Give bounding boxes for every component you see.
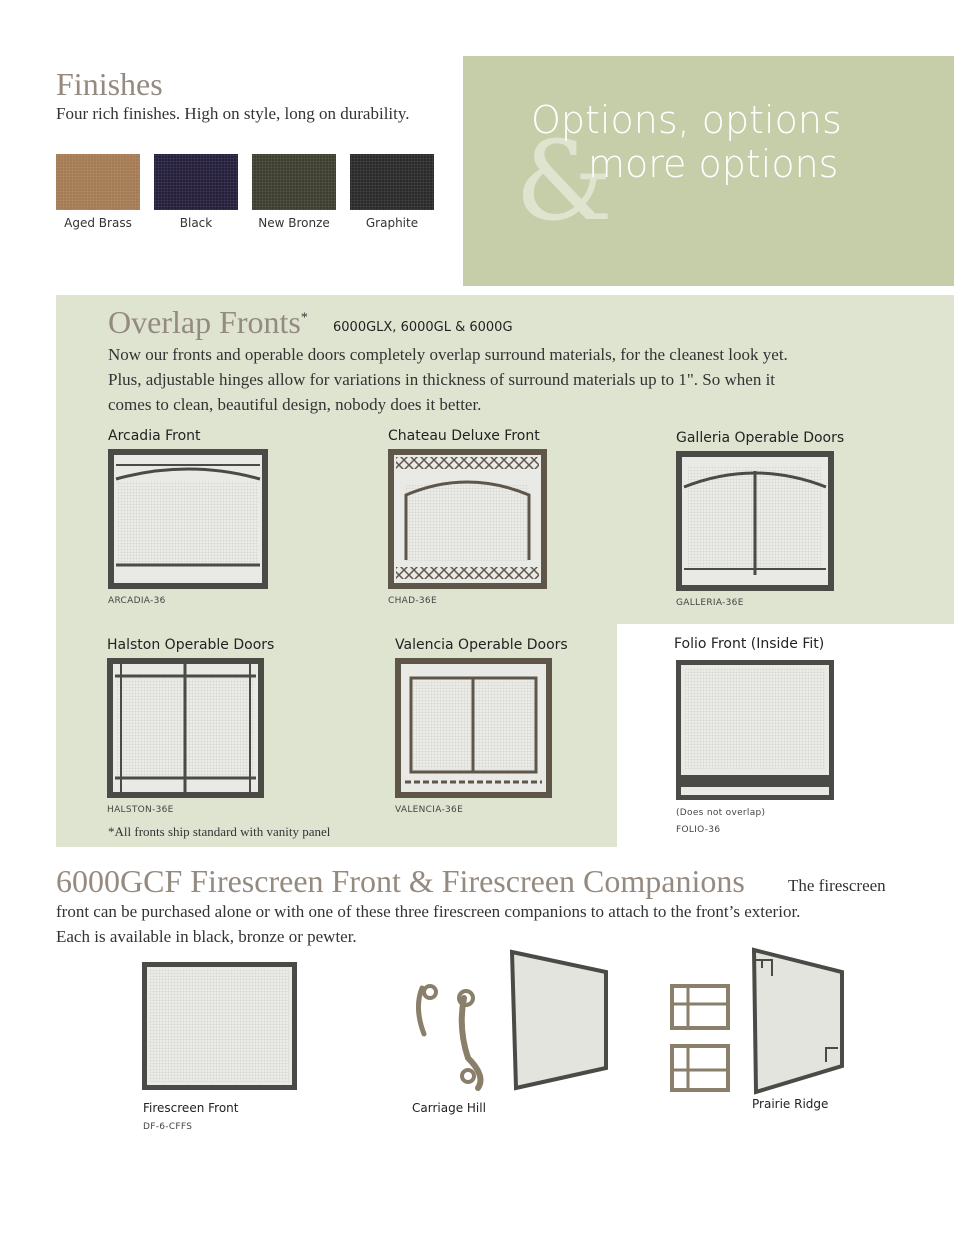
firescreen-front-image <box>142 962 297 1090</box>
product-name-arcadia: Arcadia Front <box>108 428 201 444</box>
product-name-galleria: Galleria Operable Doors <box>676 430 845 446</box>
firescreen-description-line: Each is available in black, bronze or pewter. <box>56 927 357 946</box>
banner-line-2: more options <box>588 142 839 186</box>
product-image-arcadia <box>108 449 268 589</box>
product-name-folio: Folio Front (Inside Fit) <box>674 636 825 652</box>
finishes-title: Finishes <box>56 66 163 102</box>
product-image-halston <box>107 658 264 798</box>
product-name-halston: Halston Operable Doors <box>107 637 275 653</box>
firescreen-item-name: Prairie Ridge <box>752 1097 829 1111</box>
overlap-description-line: Plus, adjustable hinges allow for variations in thickness of surround materials up to 1". So when it <box>108 370 776 389</box>
product-note-folio: (Does not overlap) <box>676 808 766 818</box>
chateau-lattice-icon <box>394 455 541 583</box>
firescreen-title: 6000GCF Firescreen Front & Firescreen Companions <box>56 863 745 899</box>
firescreen-item-name: Firescreen Front <box>143 1101 239 1115</box>
firescreen-intro-inline: The firescreen <box>788 876 886 895</box>
ampersand-glyph: & <box>515 117 613 245</box>
product-code-arcadia: ARCADIA-36 <box>108 596 166 606</box>
halston-grid-icon <box>113 664 258 792</box>
overlap-title-text: Overlap Fronts <box>108 304 301 340</box>
overlap-title-star: * <box>300 310 308 326</box>
swatch-label: New Bronze <box>258 216 330 230</box>
firescreen-item-code: DF-6-CFFS <box>143 1122 193 1132</box>
firescreen-description-line: front can be purchased alone or with one of these three firescreen companions to attach to the front’s exterior. <box>56 902 801 921</box>
product-code-folio: FOLIO-36 <box>676 825 721 835</box>
swatch-black <box>154 154 238 210</box>
prairie-ridge-image <box>668 946 846 1096</box>
firescreen-description <box>56 899 916 949</box>
product-image-chateau <box>388 449 547 589</box>
swatch-label: Black <box>179 216 213 230</box>
valencia-doors-icon <box>401 664 546 792</box>
overlap-footnote: *All fronts ship standard with vanity panel <box>108 824 331 839</box>
product-image-valencia <box>395 658 552 798</box>
banner-line-1: Options, options <box>531 98 842 142</box>
overlap-description-line: Now our fronts and operable doors completely overlap surround materials, for the cleanest look yet. <box>108 345 788 364</box>
folio-vanity-panel <box>681 775 829 787</box>
options-banner <box>463 56 954 286</box>
finishes-subtitle: Four rich finishes. High on style, long on durability. <box>56 104 410 123</box>
overlap-description-line: comes to clean, beautiful design, nobody does it better. <box>108 395 482 414</box>
swatch-graphite <box>350 154 434 210</box>
swatch-aged-brass <box>56 154 140 210</box>
firescreen-item-name: Carriage Hill <box>412 1101 486 1115</box>
product-code-valencia: VALENCIA-36E <box>395 805 464 815</box>
carriage-hill-image <box>408 948 608 1094</box>
overlap-models: 6000GLX, 6000GL & 6000G <box>333 320 513 335</box>
galleria-doors-icon <box>682 457 828 585</box>
product-image-folio <box>676 660 834 800</box>
product-image-galleria <box>676 451 834 591</box>
swatch-label: Graphite <box>365 216 419 230</box>
swatch-new-bronze <box>252 154 336 210</box>
product-code-chateau: CHAD-36E <box>388 596 437 606</box>
product-name-valencia: Valencia Operable Doors <box>395 637 568 653</box>
arcadia-frame-icon <box>114 455 262 583</box>
product-name-chateau: Chateau Deluxe Front <box>388 428 540 444</box>
swatch-label: Aged Brass <box>64 216 132 230</box>
overlap-title <box>108 304 308 341</box>
overlap-description <box>108 342 898 417</box>
product-code-halston: HALSTON-36E <box>107 805 174 815</box>
product-code-galleria: GALLERIA-36E <box>676 598 744 608</box>
